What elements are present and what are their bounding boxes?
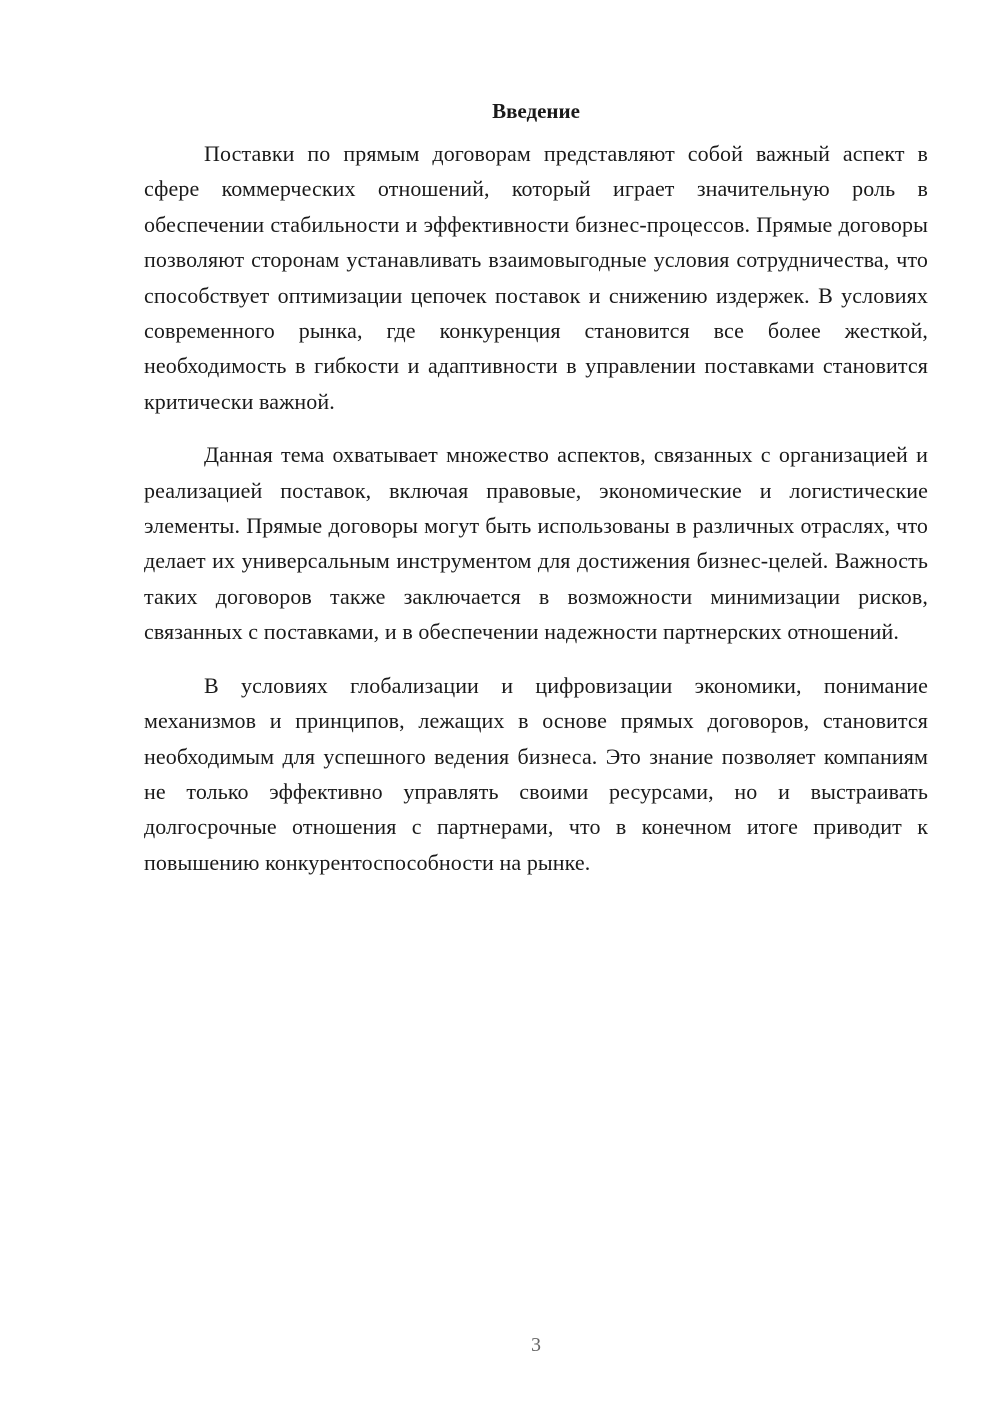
paragraph-2: Данная тема охватывает множество аспектов, связанных с организацией и реализацией поставок, включая правовые, экономические и логистические элементы. Прямые договоры могут быть использованы в различных отраслях, что делает их универсальным инструментом для достижения бизнес-целей. Важность таких договоров также заключается в возможности минимизации рисков, связанных с поставками, и в обеспечении надежности партнерских отношений. — [144, 442, 928, 645]
page-content — [144, 96, 928, 898]
paragraph-1: Поставки по прямым договорам представляют собой важный аспект в сфере коммерческих отношений, который играет значительную роль в обеспечении стабильности и эффективности бизнес-процессов. Прямые договоры позволяют сторонам устанавливать взаимовыгодные условия сотрудничества, что способствует оптимизации цепочек поставок и снижению издержек. В условиях современного рынка, где конкуренция становится все более жесткой, необходимость в гибкости и адаптивности в управлении поставками становится критически важной. — [144, 141, 928, 414]
page-number: 3 — [531, 1334, 541, 1356]
section-title: Введение — [492, 99, 580, 123]
paragraph-3: В условиях глобализации и цифровизации экономики, понимание механизмов и принципов, лежащих в основе прямых договоров, становится необходимым для успешного ведения бизнеса. Это знание позволяет компаниям не только эффективно управлять своими ресурсами, но и выстраивать долгосрочные отношения с партнерами, что в конечном итоге приводит к повышению конкурентоспособности на рынке. — [144, 672, 928, 875]
